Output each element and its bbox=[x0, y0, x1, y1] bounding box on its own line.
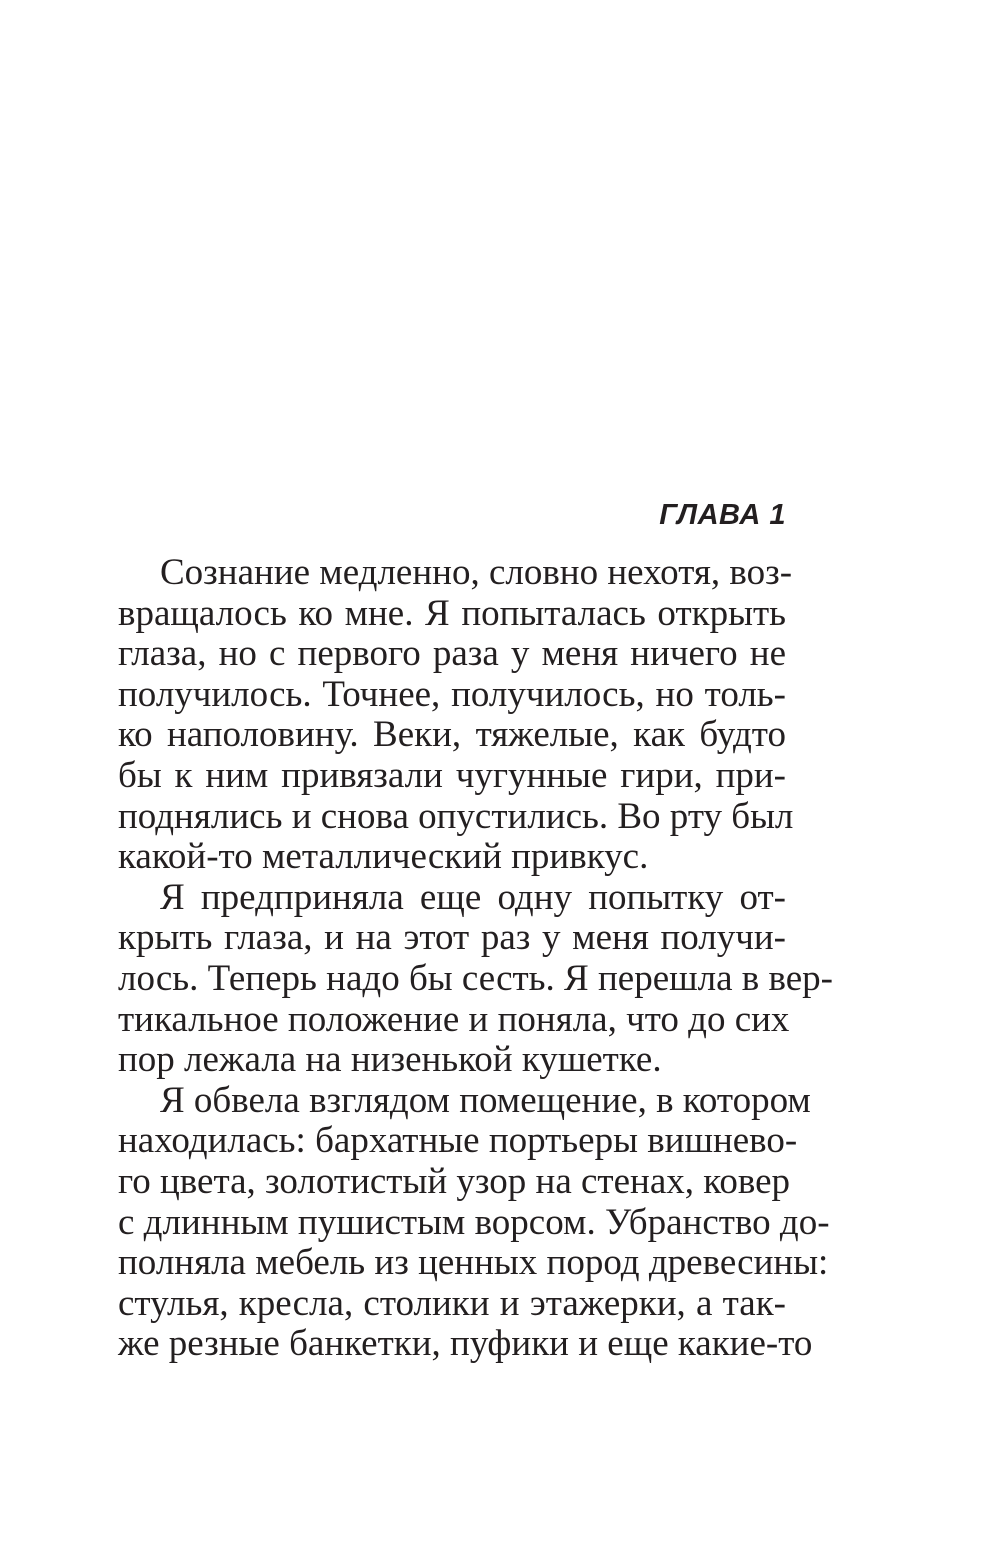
text-line: Я обвела взглядом помещение, в котором bbox=[160, 1079, 811, 1121]
paragraph-1 bbox=[118, 552, 794, 878]
text-line: же резные банкетки, пуфики и еще какие-то bbox=[118, 1323, 813, 1365]
text-line: глаза, но с первого раза у меня ничего не bbox=[118, 633, 786, 675]
text-line: Я предприняла еще одну попытку от- bbox=[160, 876, 786, 918]
text-line: го цвета, золотистый узор на стенах, ковер bbox=[118, 1160, 791, 1202]
text-line: какой-то металлический привкус. bbox=[118, 836, 649, 878]
text-line: крыть глаза, и на этот раз у меня получи- bbox=[118, 917, 786, 959]
text-line: стулья, кресла, столики и этажерки, а так- bbox=[118, 1282, 786, 1324]
chapter-title: ГЛАВА 1 bbox=[659, 499, 786, 531]
text-line: полняла мебель из ценных пород древесины: bbox=[118, 1242, 829, 1284]
body-text bbox=[118, 552, 833, 1365]
paragraph-3 bbox=[118, 1079, 830, 1365]
paragraph-2 bbox=[118, 876, 833, 1081]
text-line: находилась: бархатные портьеры вишнево- bbox=[118, 1120, 798, 1162]
text-line: тикальное положение и поняла, что до сих bbox=[118, 998, 790, 1040]
text-line: поднялись и снова опустились. Во рту был bbox=[118, 795, 794, 837]
text-line: ко наполовину. Веки, тяжелые, как будто bbox=[118, 714, 786, 756]
text-line: бы к ним привязали чугунные гири, при- bbox=[118, 754, 786, 796]
text-line: пор лежала на низенькой кушетке. bbox=[118, 1039, 662, 1081]
text-line: с длинным пушистым ворсом. Убранство до- bbox=[118, 1201, 830, 1243]
text-line: лось. Теперь надо бы сесть. Я перешла в вер- bbox=[118, 957, 833, 999]
text-line: получилось. Точнее, получилось, но толь- bbox=[118, 673, 786, 715]
text-line: Сознание медленно, словно нехотя, воз- bbox=[160, 552, 793, 593]
text-line: вращалось ко мне. Я попыталась открыть bbox=[118, 592, 786, 634]
